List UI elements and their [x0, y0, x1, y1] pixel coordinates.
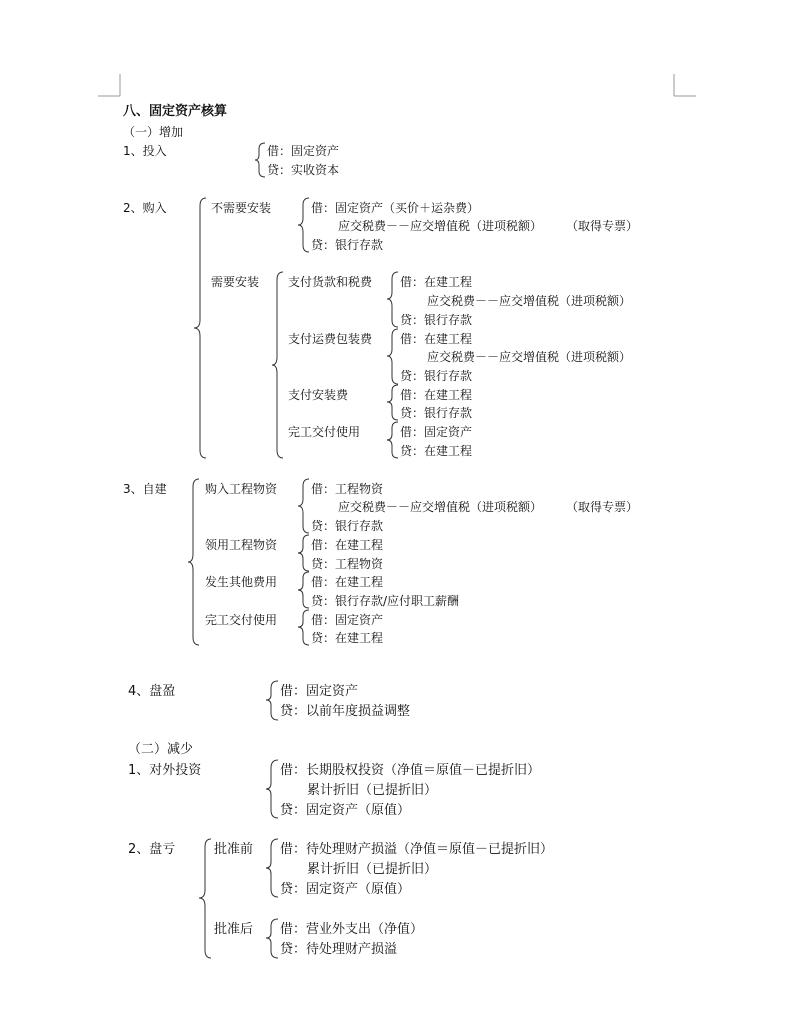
brace-pay-goods: [387, 272, 398, 327]
no-install-tax-note: （取得专票）: [566, 219, 639, 233]
brace-other-cost: [298, 572, 309, 608]
pay-freight-label: 支付运费包装费: [288, 332, 373, 346]
other-cost-debit: 借：在建工程: [311, 575, 384, 589]
self-complete-label: 完工交付使用: [205, 613, 278, 627]
other-cost-credit: 贷：银行存款/应付职工薪酬: [311, 594, 460, 608]
brace-buy-material: [298, 479, 309, 533]
use-material-label: 领用工程物资: [205, 538, 278, 552]
install-complete-debit: 借：固定资产: [400, 425, 473, 439]
use-material-debit: 借：在建工程: [311, 538, 384, 552]
pay-goods-tax: 应交税费－－应交增值税（进项税额）: [427, 294, 632, 308]
purchase-label: 2、购入: [123, 201, 167, 215]
brace-self-complete: [298, 610, 309, 645]
after-approval-label: 批准后: [214, 922, 254, 937]
invest-credit: 贷：实收资本: [267, 163, 340, 177]
brace-surplus: [266, 681, 278, 720]
brace-pay-install: [387, 385, 398, 420]
pay-freight-credit: 贷：银行存款: [400, 369, 473, 383]
no-install-debit: 借：固定资产（买价＋运杂费）: [311, 201, 480, 215]
before-approval-debit: 借：待处理财产损溢（净值＝原值－已提折旧）: [280, 842, 554, 857]
after-approval-credit: 贷：待处理财产损溢: [280, 942, 398, 957]
buy-material-tax: 应交税费－－应交增值税（进项税额）: [338, 500, 543, 514]
self-complete-credit: 贷：在建工程: [311, 631, 384, 645]
before-approval-label: 批准前: [214, 842, 254, 857]
external-invest-depr: 累计折旧（已提折旧）: [307, 783, 438, 798]
decrease-heading: （二）减少: [128, 742, 194, 757]
brace-invest: [255, 143, 265, 177]
brace-no-install: [298, 198, 309, 252]
shortage-label: 2、盘亏: [128, 842, 176, 857]
brace-after-approval: [266, 919, 278, 958]
use-material-credit: 贷：工程物资: [311, 557, 384, 571]
external-invest-debit: 借：长期股权投资（净值＝原值－已提折旧）: [280, 763, 541, 778]
section-title: 八、固定资产核算: [123, 104, 228, 119]
brace-self-build: [188, 479, 199, 645]
surplus-debit: 借：固定资产: [280, 684, 359, 699]
invest-label: 1、投入: [123, 144, 167, 158]
brace-before-approval: [266, 839, 278, 897]
surplus-label: 4、盘盈: [128, 684, 176, 699]
buy-material-label: 购入工程物资: [205, 482, 278, 496]
pay-freight-debit: 借：在建工程: [400, 332, 473, 346]
brace-pay-freight: [387, 329, 398, 384]
brace-install-complete: [387, 422, 398, 458]
no-install-credit: 贷：银行存款: [311, 238, 384, 252]
buy-material-tax-note: （取得专票）: [566, 500, 639, 514]
self-build-label: 3、自建: [123, 482, 167, 496]
self-complete-debit: 借：固定资产: [311, 613, 384, 627]
other-cost-label: 发生其他费用: [205, 575, 278, 589]
brace-shortage: [199, 839, 211, 958]
install-complete-label: 完工交付使用: [288, 425, 361, 439]
pay-freight-tax: 应交税费－－应交增值税（进项税额）: [427, 350, 632, 364]
no-install-label: 不需要安装: [211, 201, 272, 215]
no-install-tax: 应交税费－－应交增值税（进项税额）: [338, 219, 543, 233]
pay-install-debit: 借：在建工程: [400, 388, 473, 402]
after-approval-debit: 借：营业外支出（净值）: [280, 922, 424, 937]
pay-install-label: 支付安装费: [288, 388, 349, 402]
install-label: 需要安装: [211, 275, 260, 289]
pay-goods-credit: 贷：银行存款: [400, 313, 473, 327]
brace-install: [272, 272, 283, 458]
invest-debit: 借：固定资产: [267, 144, 340, 158]
pay-goods-label: 支付货款和税费: [288, 275, 373, 289]
pay-goods-debit: 借：在建工程: [400, 275, 473, 289]
buy-material-credit: 贷：银行存款: [311, 519, 384, 533]
brace-purchase: [194, 198, 206, 458]
increase-heading: （一）增加: [123, 125, 184, 139]
brace-use-material: [298, 535, 309, 571]
before-approval-credit: 贷：固定资产（原值）: [280, 882, 411, 897]
pay-install-credit: 贷：银行存款: [400, 406, 473, 420]
brace-external-invest: [266, 760, 278, 818]
external-invest-label: 1、对外投资: [128, 763, 202, 778]
install-complete-credit: 贷：在建工程: [400, 444, 473, 458]
buy-material-debit: 借：工程物资: [311, 482, 384, 496]
surplus-credit: 贷：以前年度损益调整: [280, 704, 411, 719]
external-invest-credit: 贷：固定资产（原值）: [280, 803, 411, 818]
before-approval-depr: 累计折旧（已提折旧）: [307, 862, 438, 877]
